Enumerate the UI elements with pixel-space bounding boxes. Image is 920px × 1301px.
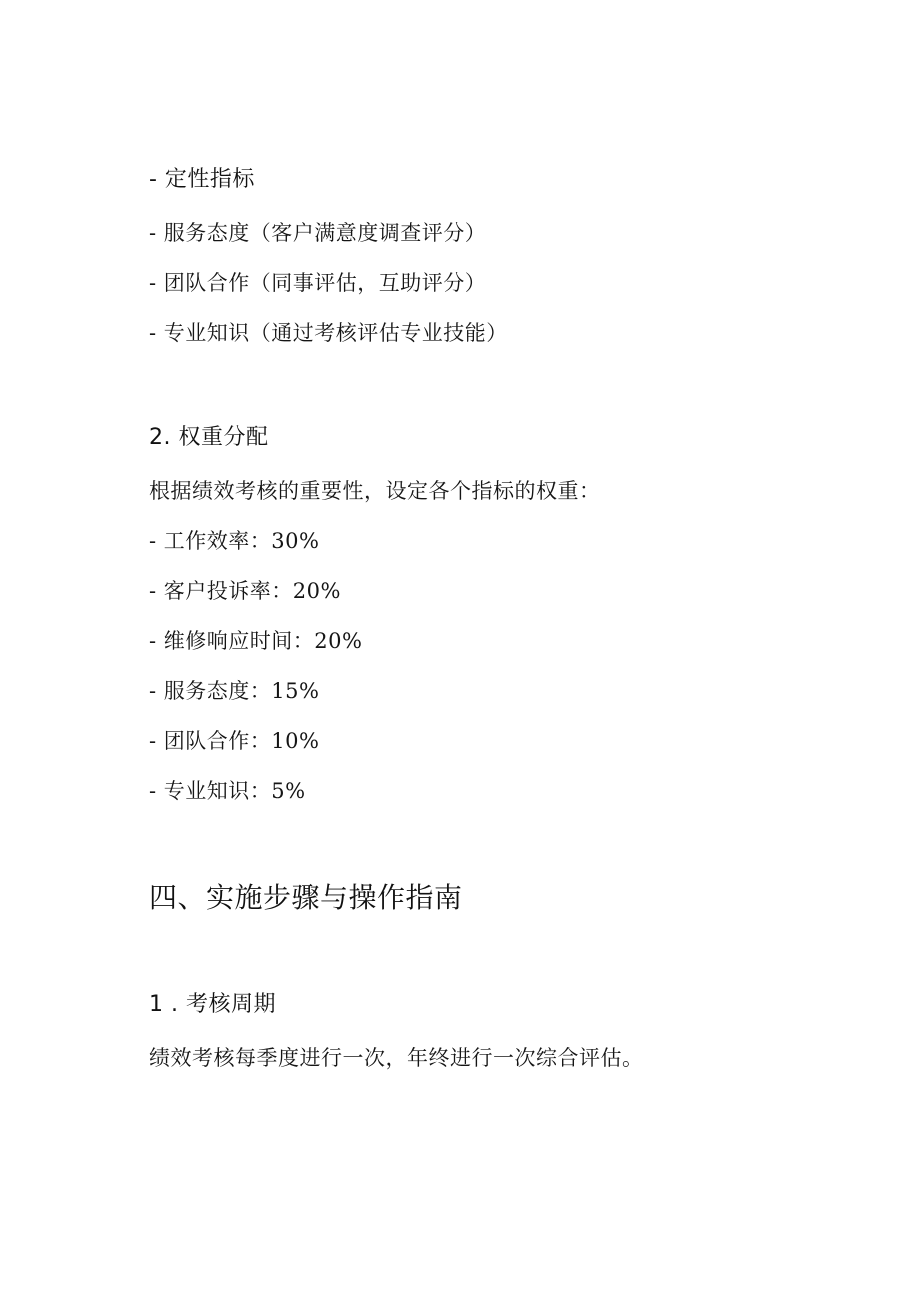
list-item: - 团队合作：10% [149, 729, 320, 753]
assessment-cycle-paragraph: 绩效考核每季度进行一次，年终进行一次综合评估。 [149, 1046, 644, 1070]
list-item: - 专业知识（通过考核评估专业技能） [149, 321, 508, 345]
list-item: - 工作效率：30% [149, 529, 320, 553]
list-item: - 服务态度（客户满意度调查评分） [149, 221, 487, 245]
list-item: - 团队合作（同事评估，互助评分） [149, 271, 487, 295]
qualitative-indicators-heading: - 定性指标 [149, 167, 255, 192]
list-item: - 客户投诉率：20% [149, 579, 341, 603]
list-item: - 维修响应时间：20% [149, 629, 363, 653]
chapter-four-heading: 四、实施步骤与操作指南 [149, 881, 463, 914]
list-item: - 服务态度：15% [149, 679, 320, 703]
weight-allocation-heading: 2. 权重分配 [149, 425, 269, 450]
assessment-cycle-heading: 1 . 考核周期 [149, 992, 276, 1017]
list-item: - 专业知识：5% [149, 779, 306, 803]
weight-intro-paragraph: 根据绩效考核的重要性，设定各个指标的权重： [149, 479, 601, 503]
